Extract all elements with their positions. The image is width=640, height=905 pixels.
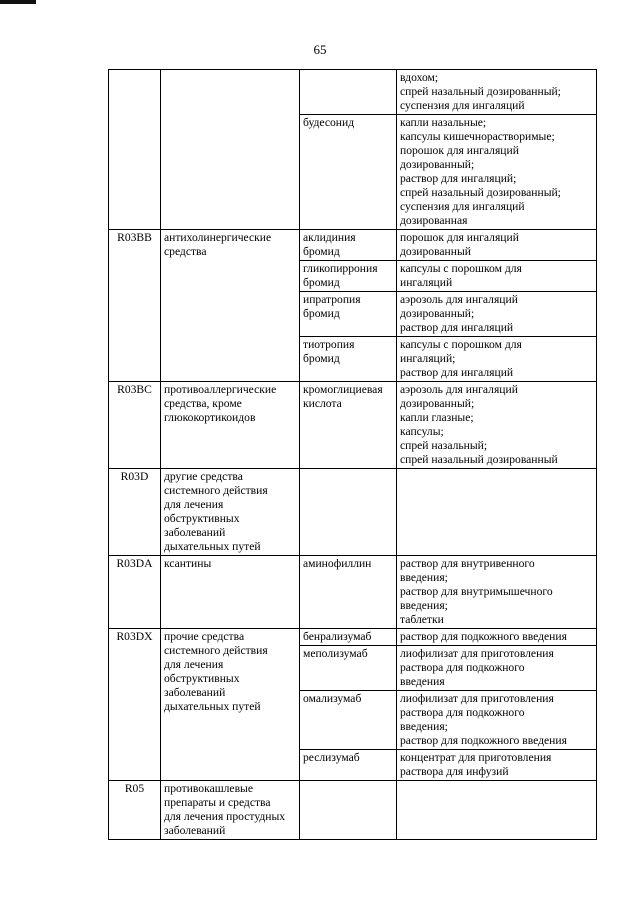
dosage-form-cell: лиофилизат для приготовления раствора для подкожного введения; раствор для подкожного введения xyxy=(397,691,597,750)
table-row xyxy=(109,230,597,261)
table-row xyxy=(109,556,597,629)
table-row xyxy=(109,629,597,646)
group-name-cell: прочие средства системного действия для лечения обструктивных заболеваний дыхательных путей xyxy=(161,629,300,781)
atc-code-cell xyxy=(109,70,161,230)
group-name-cell: противокашлевые препараты и средства для лечения простудных заболеваний xyxy=(161,781,300,840)
dosage-form-cell xyxy=(397,781,597,840)
atc-code-cell: R05 xyxy=(109,781,161,840)
dosage-form-cell xyxy=(397,469,597,556)
dosage-form-cell: капли назальные; капсулы кишечнорастворимые; порошок для ингаляций дозированный; раствор для ингаляций; спрей назальный дозированный; суспензия для ингаляций дозированная xyxy=(397,115,597,230)
drug-name-cell xyxy=(300,70,397,115)
dosage-form-cell: аэрозоль для ингаляций дозированный; капли глазные; капсулы; спрей назальный; спрей назальный дозированный xyxy=(397,382,597,469)
drug-name-cell: будесонид xyxy=(300,115,397,230)
group-name-cell: ксантины xyxy=(161,556,300,629)
table-row xyxy=(109,382,597,469)
drug-name-cell: реслизумаб xyxy=(300,750,397,781)
table-row xyxy=(109,781,597,840)
dosage-form-cell: вдохом; спрей назальный дозированный; суспензия для ингаляций xyxy=(397,70,597,115)
atc-code-cell: R03DX xyxy=(109,629,161,781)
dosage-form-cell: капсулы с порошком для ингаляций; раствор для ингаляций xyxy=(397,337,597,382)
dosage-form-cell: лиофилизат для приготовления раствора для подкожного введения xyxy=(397,646,597,691)
atc-code-cell: R03BB xyxy=(109,230,161,382)
atc-code-cell: R03BC xyxy=(109,382,161,469)
group-name-cell xyxy=(161,70,300,230)
table-row xyxy=(109,70,597,115)
atc-code-cell: R03D xyxy=(109,469,161,556)
dosage-form-cell: раствор для подкожного введения xyxy=(397,629,597,646)
scan-corner-mark xyxy=(0,0,36,4)
drug-classification-table xyxy=(108,69,597,840)
page-number: 65 xyxy=(313,42,327,57)
table-row xyxy=(109,469,597,556)
group-name-cell: противоаллергические средства, кроме глюкокортикоидов xyxy=(161,382,300,469)
drug-name-cell: аклидиния бромид xyxy=(300,230,397,261)
drug-name-cell: гликопиррония бромид xyxy=(300,261,397,292)
drug-name-cell: бенрализумаб xyxy=(300,629,397,646)
atc-code-cell: R03DA xyxy=(109,556,161,629)
dosage-form-cell: порошок для ингаляций дозированный xyxy=(397,230,597,261)
drug-name-cell: омализумаб xyxy=(300,691,397,750)
drug-name-cell: меполизумаб xyxy=(300,646,397,691)
drug-name-cell: кромоглициевая кислота xyxy=(300,382,397,469)
drug-name-cell: ипратропия бромид xyxy=(300,292,397,337)
dosage-form-cell: концентрат для приготовления раствора для инфузий xyxy=(397,750,597,781)
dosage-form-cell: раствор для внутривенного введения; раствор для внутримышечного введения; таблетки xyxy=(397,556,597,629)
drug-name-cell: аминофиллин xyxy=(300,556,397,629)
drug-name-cell xyxy=(300,781,397,840)
group-name-cell: антихолинергические средства xyxy=(161,230,300,382)
dosage-form-cell: аэрозоль для ингаляций дозированный; раствор для ингаляций xyxy=(397,292,597,337)
group-name-cell: другие средства системного действия для лечения обструктивных заболеваний дыхательных путей xyxy=(161,469,300,556)
dosage-form-cell: капсулы с порошком для ингаляций xyxy=(397,261,597,292)
drug-name-cell xyxy=(300,469,397,556)
drug-name-cell: тиотропия бромид xyxy=(300,337,397,382)
